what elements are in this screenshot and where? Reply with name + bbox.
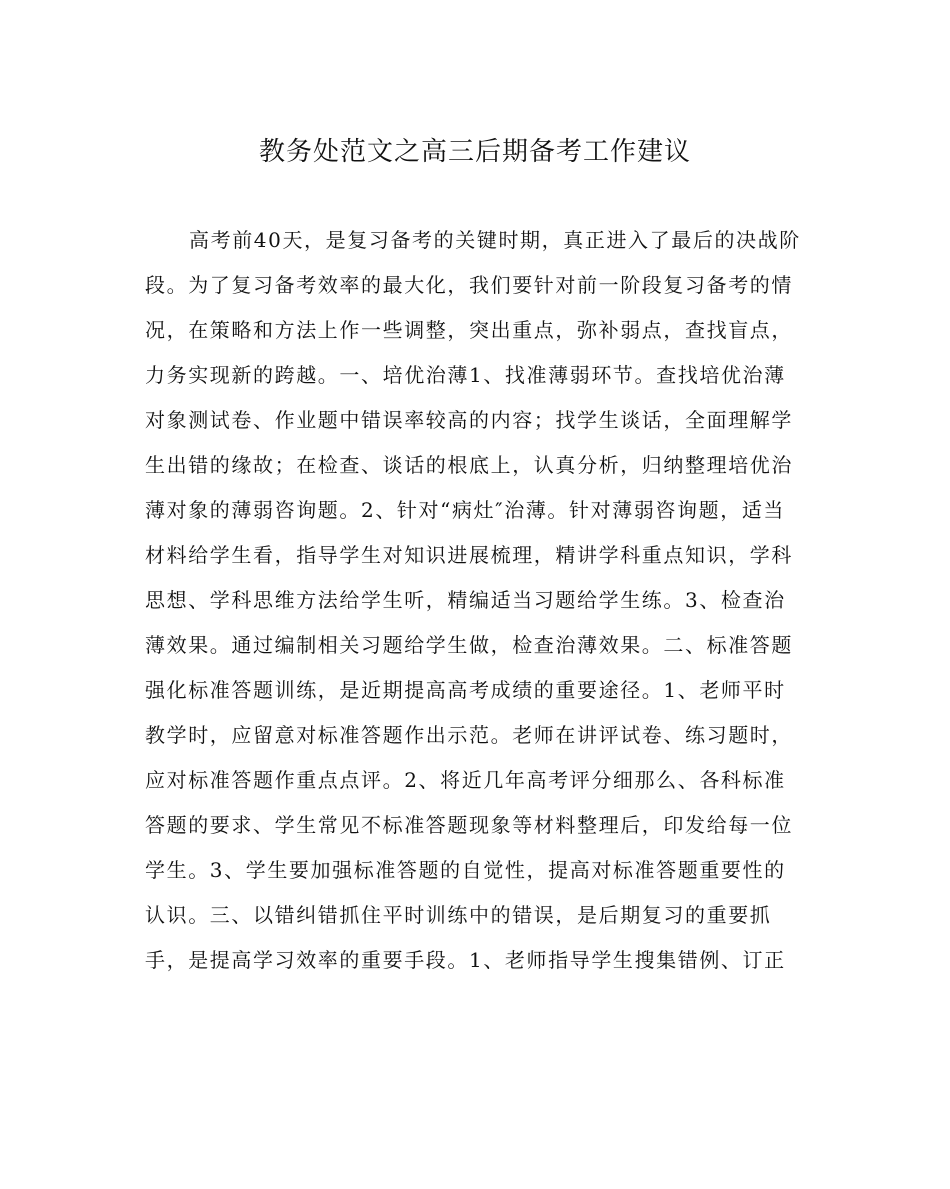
body-line: 思想、学科思维方法给学生听，精编适当习题给学生练。3、检查治 [145,588,786,612]
body-line: 薄对象的薄弱咨询题。2、针对“病灶″治薄。针对薄弱咨询题，适当 [145,498,786,522]
body-line: 手，是提高学习效率的重要手段。1、老师指导学生搜集错例、订正 [145,948,786,972]
body-line: 薄效果。通过编制相关习题给学生做，检查治薄效果。二、标准答题 [145,633,793,657]
body-line: 应对标准答题作重点点评。2、将近几年高考评分细那么、各科标准 [145,768,786,792]
body-line: 认识。三、以错纠错抓住平时训练中的错误，是后期复习的重要抓 [145,903,772,927]
body-line: 教学时，应留意对标准答题作出示范。老师在讲评试卷、练习题时， [145,723,793,747]
body-line: 材料给学生看，指导学生对知识进展梳理，精讲学科重点知识，学科 [145,543,793,567]
body-line: 况，在策略和方法上作一些调整，突出重点，弥补弱点，查找盲点， [145,318,793,342]
body-line: 答题的要求、学生常见不标准答题现象等材料整理后，印发给每一位 [145,813,793,837]
body-line: 学生。3、学生要加强标准答题的自觉性，提高对标准答题重要性的 [145,858,786,882]
document-title: 教务处范文之高三后期备考工作建议 [258,137,691,167]
document-body [145,218,805,983]
body-line: 生出错的缘故；在检查、谈话的根底上，认真分析，归纳整理培优治 [145,453,793,477]
body-line: 高考前40天，是复习备考的关键时期，真正进入了最后的决战阶 [189,228,801,252]
body-line: 力务实现新的跨越。一、培优治薄1、找准薄弱环节。查找培优治薄 [145,363,786,387]
body-line: 对象测试卷、作业题中错误率较高的内容；找学生谈话，全面理解学 [145,408,793,432]
body-line: 强化标准答题训练，是近期提高高考成绩的重要途径。1、老师平时 [145,678,786,702]
body-line: 段。为了复习备考效率的最大化，我们要针对前一阶段复习备考的情 [145,273,793,297]
